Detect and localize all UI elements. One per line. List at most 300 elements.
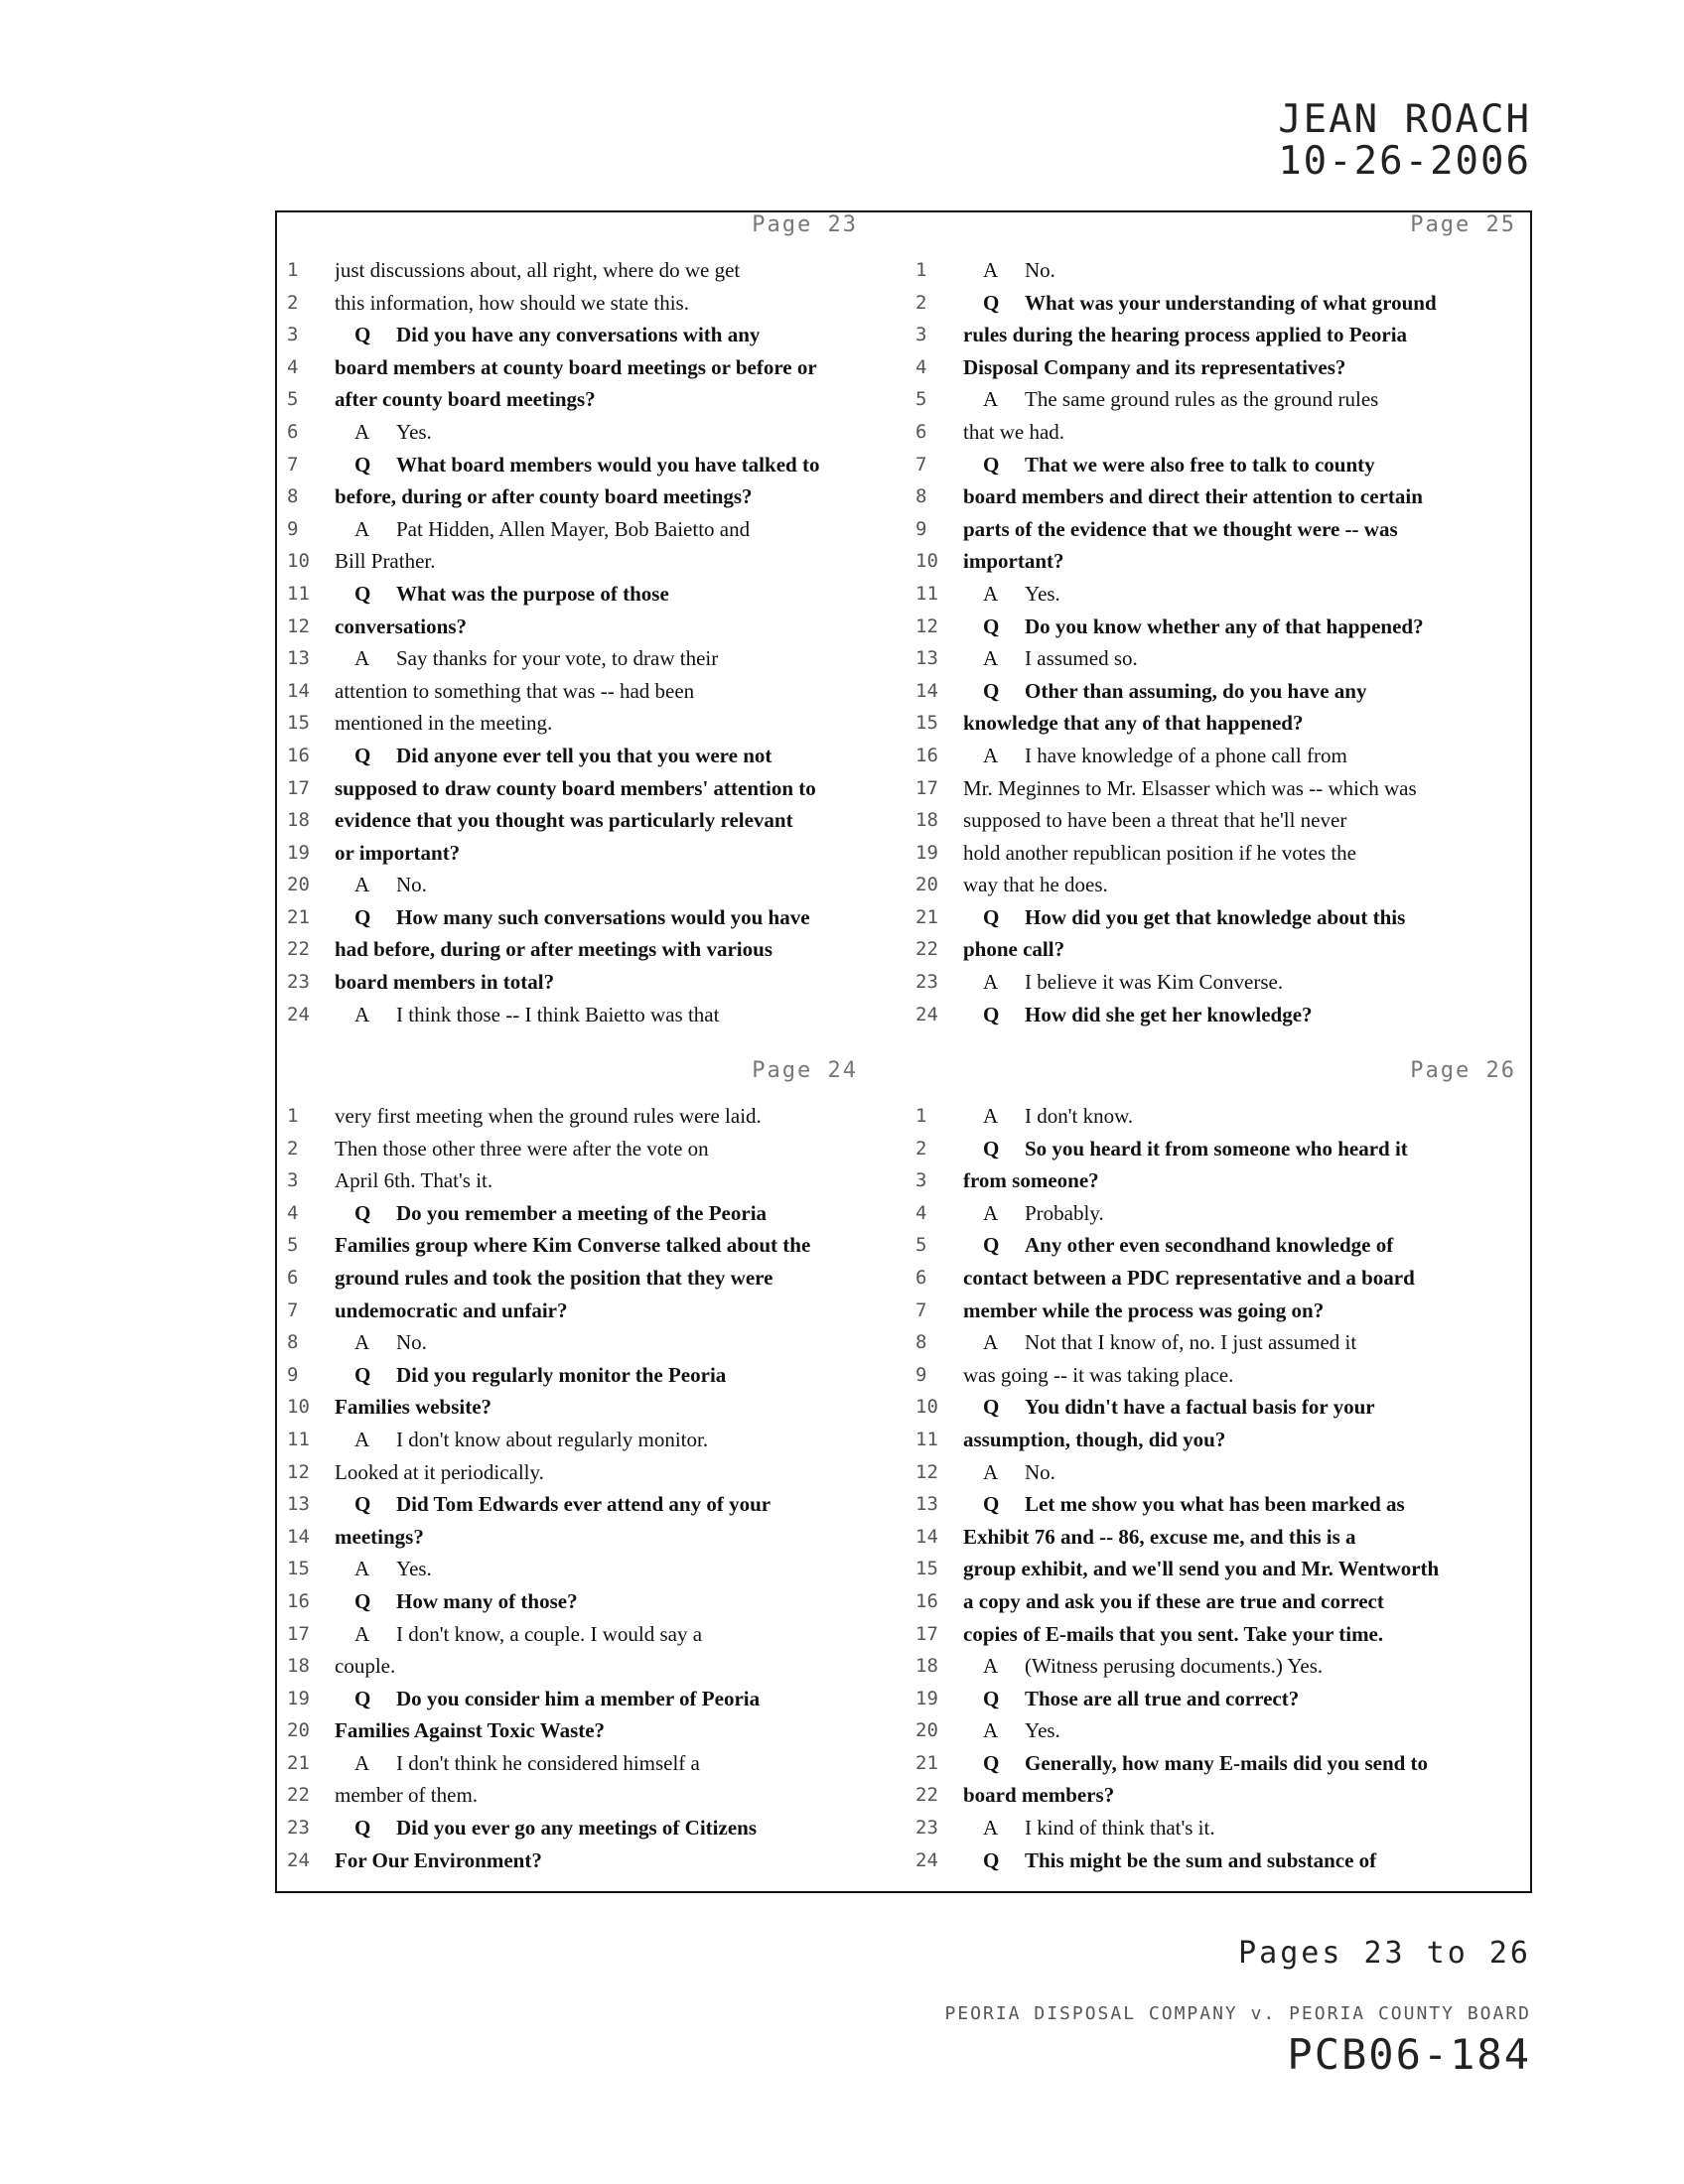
line-text xyxy=(963,1359,1528,1392)
line-body: I believe it was Kim Converse. xyxy=(1025,970,1284,995)
line-number: 11 xyxy=(287,582,310,605)
line-number: 10 xyxy=(915,550,938,573)
line-body: What board members would you have talked to xyxy=(396,452,820,477)
answer-marker: A xyxy=(354,1427,370,1451)
transcript-line xyxy=(906,480,1534,513)
line-body: just discussions about, all right, where do we get xyxy=(335,258,741,282)
line-number: 24 xyxy=(915,1848,938,1871)
transcript-line xyxy=(277,1326,906,1359)
line-text xyxy=(335,1100,900,1133)
line-number: 23 xyxy=(287,1817,310,1840)
line-text xyxy=(963,999,1528,1031)
answer-marker: A xyxy=(354,1557,370,1581)
line-body: Exhibit 76 and -- 86, excuse me, and this is a xyxy=(963,1524,1356,1549)
answer-marker: A xyxy=(983,970,999,995)
line-text xyxy=(963,1714,1528,1747)
transcript-line xyxy=(906,254,1534,287)
transcript-line xyxy=(906,449,1534,481)
line-number: 1 xyxy=(915,259,927,281)
answer-marker: A xyxy=(983,1718,999,1743)
line-body: Let me show you what has been marked as xyxy=(1025,1492,1405,1517)
transcript-line xyxy=(277,1747,906,1780)
transcript-line xyxy=(906,1295,1534,1327)
line-text xyxy=(335,869,900,901)
line-number: 2 xyxy=(287,1137,299,1160)
line-number: 21 xyxy=(915,1751,938,1774)
line-number: 22 xyxy=(287,938,310,961)
transcript-line xyxy=(277,1683,906,1715)
line-number: 1 xyxy=(287,259,299,281)
line-text xyxy=(335,351,900,384)
line-body: rules during the hearing process applied to Peoria xyxy=(963,323,1408,347)
line-number: 12 xyxy=(287,1460,310,1483)
line-number: 18 xyxy=(287,809,310,832)
line-text xyxy=(963,611,1528,643)
transcript-line xyxy=(906,1164,1534,1197)
page-label: Page 23 xyxy=(752,212,858,237)
line-number: 18 xyxy=(287,1655,310,1678)
line-body: before, during or after county board meetings? xyxy=(335,484,753,509)
transcript-line xyxy=(906,287,1534,320)
page-label: Page 24 xyxy=(752,1058,858,1083)
line-number: 15 xyxy=(915,712,938,735)
line-number: 19 xyxy=(287,841,310,864)
transcript-line xyxy=(906,1359,1534,1392)
transcript-line xyxy=(277,1844,906,1877)
transcript-line xyxy=(277,675,906,708)
transcript-line xyxy=(906,1133,1534,1165)
line-body: copies of E-mails that you sent. Take your time. xyxy=(963,1621,1384,1646)
line-number: 4 xyxy=(287,1201,299,1224)
line-number: 24 xyxy=(287,1003,310,1025)
line-number: 19 xyxy=(915,1687,938,1709)
transcript-line xyxy=(277,1295,906,1327)
line-text xyxy=(335,1133,900,1165)
line-body: Families group where Kim Converse talked about the xyxy=(335,1233,811,1258)
line-text xyxy=(963,1100,1528,1133)
line-number: 16 xyxy=(915,744,938,766)
line-body: What was the purpose of those xyxy=(396,581,669,606)
line-number: 17 xyxy=(287,776,310,799)
line-text xyxy=(963,901,1528,934)
line-text xyxy=(335,642,900,675)
line-body: Other than assuming, do you have any xyxy=(1025,678,1367,703)
transcript-line xyxy=(277,513,906,546)
line-text xyxy=(335,513,900,546)
answer-marker: A xyxy=(354,873,370,897)
transcript-lines xyxy=(277,254,906,1030)
line-number: 13 xyxy=(915,1493,938,1516)
line-number: 13 xyxy=(287,1493,310,1516)
line-text xyxy=(335,1714,900,1747)
line-number: 10 xyxy=(915,1396,938,1419)
question-marker: Q xyxy=(983,1136,1000,1160)
transcript-line xyxy=(906,1391,1534,1424)
line-body: undemocratic and unfair? xyxy=(335,1297,568,1322)
line-text xyxy=(963,1262,1528,1295)
transcript-line xyxy=(906,416,1534,449)
answer-marker: A xyxy=(354,1750,370,1775)
transcript-line xyxy=(906,642,1534,675)
line-body: attention to something that was -- had been xyxy=(335,678,695,703)
line-body: I have knowledge of a phone call from xyxy=(1025,743,1347,767)
line-body: I don't think he considered himself a xyxy=(396,1750,700,1775)
line-body: Mr. Meginnes to Mr. Elsasser which was -- which was xyxy=(963,775,1417,800)
transcript-lines xyxy=(906,254,1534,1030)
line-number: 14 xyxy=(287,1525,310,1548)
transcript-line xyxy=(277,933,906,966)
line-text xyxy=(963,416,1528,449)
line-text xyxy=(963,1650,1528,1683)
transcript-line xyxy=(906,999,1534,1031)
transcript-line xyxy=(277,869,906,901)
line-body: board members? xyxy=(963,1783,1115,1808)
line-body: That we were also free to talk to county xyxy=(1025,452,1375,477)
transcript-line xyxy=(906,351,1534,384)
line-text xyxy=(963,1326,1528,1359)
line-text xyxy=(963,287,1528,320)
line-text xyxy=(963,1585,1528,1618)
line-body: board members and direct their attention to certain xyxy=(963,484,1423,509)
line-text xyxy=(963,1488,1528,1521)
line-body: Did you ever go any meetings of Citizens xyxy=(396,1816,757,1841)
line-number: 20 xyxy=(915,874,938,896)
line-body: This might be the sum and substance of xyxy=(1025,1847,1377,1872)
line-text xyxy=(335,1553,900,1585)
line-body: Disposal Company and its representatives? xyxy=(963,354,1346,379)
transcript-line xyxy=(277,1585,906,1618)
transcript-line xyxy=(906,578,1534,611)
transcript-line xyxy=(277,480,906,513)
line-body: supposed to draw county board members' attention to xyxy=(335,775,816,800)
page-label: Page 25 xyxy=(1410,212,1516,237)
question-marker: Q xyxy=(983,452,1000,477)
line-text xyxy=(963,642,1528,675)
line-number: 9 xyxy=(287,1363,299,1386)
line-number: 2 xyxy=(915,1137,927,1160)
line-body: I think those -- I think Baietto was that xyxy=(396,1002,720,1026)
line-body: Say thanks for your vote, to draw their xyxy=(396,646,719,671)
answer-marker: A xyxy=(983,1104,999,1128)
line-text xyxy=(335,1521,900,1554)
line-number: 15 xyxy=(287,712,310,735)
transcript-line xyxy=(277,1521,906,1554)
transcript-line xyxy=(277,254,906,287)
line-text xyxy=(335,837,900,870)
transcript-line xyxy=(906,1553,1534,1585)
line-text xyxy=(335,933,900,966)
question-marker: Q xyxy=(354,1816,371,1841)
line-body: assumption, though, did you? xyxy=(963,1427,1226,1451)
question-marker: Q xyxy=(354,743,371,767)
line-body: Yes. xyxy=(1025,1718,1060,1743)
answer-marker: A xyxy=(983,743,999,767)
line-body: How many of those? xyxy=(396,1588,578,1613)
line-text xyxy=(963,578,1528,611)
line-body: Then those other three were after the vote on xyxy=(335,1136,709,1160)
line-text xyxy=(963,1683,1528,1715)
line-text xyxy=(963,869,1528,901)
line-body: had before, during or after meetings with various xyxy=(335,937,772,962)
transcript-line xyxy=(277,611,906,643)
line-body: The same ground rules as the ground rules xyxy=(1025,387,1379,412)
line-text xyxy=(335,1326,900,1359)
question-marker: Q xyxy=(354,1362,371,1387)
line-number: 16 xyxy=(287,744,310,766)
transcript-line xyxy=(277,319,906,351)
question-marker: Q xyxy=(983,1847,1000,1872)
transcript-line xyxy=(277,1229,906,1262)
line-text xyxy=(963,1747,1528,1780)
line-body: No. xyxy=(396,1330,427,1355)
line-number: 17 xyxy=(915,776,938,799)
line-text xyxy=(963,1779,1528,1812)
transcript-line xyxy=(906,1229,1534,1262)
question-marker: Q xyxy=(354,323,371,347)
transcript-line xyxy=(277,1553,906,1585)
line-body: I don't know, a couple. I would say a xyxy=(396,1621,703,1646)
line-body: Looked at it periodically. xyxy=(335,1459,544,1484)
line-body: So you heard it from someone who heard it xyxy=(1025,1136,1408,1160)
transcript-line xyxy=(277,383,906,416)
line-number: 19 xyxy=(287,1687,310,1709)
line-number: 5 xyxy=(915,388,927,411)
question-marker: Q xyxy=(983,614,1000,638)
line-text xyxy=(963,383,1528,416)
transcript-line xyxy=(277,772,906,805)
line-number: 2 xyxy=(915,291,927,314)
line-body: contact between a PDC representative and a board xyxy=(963,1265,1415,1290)
line-body: couple. xyxy=(335,1654,396,1679)
line-body: You didn't have a factual basis for your xyxy=(1025,1395,1375,1420)
transcript-line xyxy=(906,837,1534,870)
line-body: I don't know about regularly monitor. xyxy=(396,1427,709,1451)
line-number: 3 xyxy=(287,1169,299,1192)
transcript-line xyxy=(277,1424,906,1456)
line-body: I assumed so. xyxy=(1025,646,1138,671)
transcript-line xyxy=(906,1424,1534,1456)
line-body: ground rules and took the position that they were xyxy=(335,1265,773,1290)
transcript-line xyxy=(277,804,906,837)
line-body: hold another republican position if he votes the xyxy=(963,840,1356,865)
line-text xyxy=(963,545,1528,578)
transcript-line xyxy=(277,1456,906,1489)
line-body: important? xyxy=(963,549,1064,574)
line-text xyxy=(335,383,900,416)
question-marker: Q xyxy=(354,452,371,477)
line-body: Yes. xyxy=(1025,581,1060,606)
line-number: 13 xyxy=(287,647,310,670)
line-text xyxy=(335,1359,900,1392)
line-text xyxy=(963,772,1528,805)
line-body: Families website? xyxy=(335,1395,492,1420)
line-number: 21 xyxy=(287,905,310,928)
line-number: 9 xyxy=(915,517,927,540)
transcript-line xyxy=(906,869,1534,901)
line-body: parts of the evidence that we thought were -- was xyxy=(963,516,1398,541)
line-text xyxy=(335,611,900,643)
line-body: Probably. xyxy=(1025,1200,1104,1225)
line-number: 12 xyxy=(915,614,938,637)
page-range: Pages 23 to 26 xyxy=(1238,1936,1531,1971)
line-number: 12 xyxy=(915,1460,938,1483)
question-marker: Q xyxy=(354,1588,371,1613)
line-body: April 6th. That's it. xyxy=(335,1168,493,1193)
transcript-line xyxy=(906,1779,1534,1812)
transcript-line xyxy=(277,351,906,384)
line-number: 14 xyxy=(915,1525,938,1548)
line-text xyxy=(335,1164,900,1197)
line-number: 14 xyxy=(287,679,310,702)
line-text xyxy=(335,1683,900,1715)
line-text xyxy=(335,545,900,578)
transcript-line xyxy=(906,966,1534,999)
line-number: 3 xyxy=(287,324,299,346)
line-body: Did you regularly monitor the Peoria xyxy=(396,1362,727,1387)
line-body: or important? xyxy=(335,840,461,865)
line-text xyxy=(963,351,1528,384)
transcript-line xyxy=(277,416,906,449)
line-number: 6 xyxy=(287,1266,299,1289)
line-text xyxy=(335,675,900,708)
question-marker: Q xyxy=(983,1395,1000,1420)
transcript-line xyxy=(277,1391,906,1424)
transcript-line xyxy=(906,1812,1534,1844)
answer-marker: A xyxy=(983,258,999,282)
line-number: 11 xyxy=(287,1428,310,1450)
line-number: 13 xyxy=(915,647,938,670)
line-body: Did you have any conversations with any xyxy=(396,323,761,347)
case-number: PCB06-184 xyxy=(1287,2030,1531,2079)
transcript-line xyxy=(906,1488,1534,1521)
line-text xyxy=(335,287,900,320)
transcript-line xyxy=(277,1197,906,1230)
answer-marker: A xyxy=(983,1654,999,1679)
line-text xyxy=(963,1391,1528,1424)
line-body: that we had. xyxy=(963,419,1065,444)
line-number: 22 xyxy=(915,1784,938,1807)
answer-marker: A xyxy=(983,1816,999,1841)
line-body: No. xyxy=(1025,1459,1055,1484)
deposition-date: 10-26-2006 xyxy=(1278,139,1531,184)
line-number: 10 xyxy=(287,550,310,573)
line-text xyxy=(963,1295,1528,1327)
transcript-line xyxy=(277,1618,906,1651)
answer-marker: A xyxy=(983,1330,999,1355)
line-body: way that he does. xyxy=(963,873,1108,897)
transcript-line xyxy=(906,1618,1534,1651)
line-number: 16 xyxy=(287,1589,310,1612)
line-body: group exhibit, and we'll send you and Mr. Wentworth xyxy=(963,1557,1440,1581)
line-text xyxy=(335,804,900,837)
case-title: PEORIA DISPOSAL COMPANY v. PEORIA COUNTY BOARD xyxy=(944,2003,1531,2024)
transcript-line xyxy=(906,1197,1534,1230)
line-text xyxy=(335,740,900,772)
line-text xyxy=(963,1424,1528,1456)
transcript-frame xyxy=(275,210,1532,1893)
transcript-line xyxy=(277,740,906,772)
line-number: 5 xyxy=(915,1234,927,1257)
line-body: Did anyone ever tell you that you were not xyxy=(396,743,772,767)
line-number: 7 xyxy=(915,1298,927,1321)
line-number: 1 xyxy=(287,1105,299,1127)
line-number: 7 xyxy=(915,453,927,476)
transcript-line xyxy=(277,1650,906,1683)
line-body: Pat Hidden, Allen Mayer, Bob Baietto and xyxy=(396,516,751,541)
line-text xyxy=(335,1197,900,1230)
answer-marker: A xyxy=(354,646,370,671)
line-body: How many such conversations would you have xyxy=(396,904,810,929)
transcript-line xyxy=(906,772,1534,805)
question-marker: Q xyxy=(354,581,371,606)
line-number: 11 xyxy=(915,582,938,605)
answer-marker: A xyxy=(354,1002,370,1026)
transcript-line xyxy=(277,545,906,578)
line-number: 21 xyxy=(287,1751,310,1774)
line-body: meetings? xyxy=(335,1524,424,1549)
transcript-line xyxy=(277,1133,906,1165)
line-body: phone call? xyxy=(963,937,1065,962)
line-number: 6 xyxy=(287,420,299,443)
line-number: 23 xyxy=(915,1817,938,1840)
line-body: supposed to have been a threat that he'll never xyxy=(963,808,1347,833)
line-text xyxy=(335,1779,900,1812)
transcript-line xyxy=(277,1359,906,1392)
line-body: Yes. xyxy=(396,1557,432,1581)
transcript-line xyxy=(277,901,906,934)
transcript-line xyxy=(906,1747,1534,1780)
line-text xyxy=(335,1618,900,1651)
line-number: 18 xyxy=(915,1655,938,1678)
transcript-line xyxy=(906,1585,1534,1618)
transcript-line xyxy=(906,1262,1534,1295)
question-marker: Q xyxy=(354,1200,371,1225)
line-number: 3 xyxy=(915,324,927,346)
transcript-line xyxy=(906,1326,1534,1359)
line-text xyxy=(335,1229,900,1262)
line-number: 24 xyxy=(915,1003,938,1025)
line-body: How did you get that knowledge about this xyxy=(1025,904,1406,929)
transcript-line xyxy=(277,449,906,481)
transcript-line xyxy=(277,1100,906,1133)
line-body: Yes. xyxy=(396,419,432,444)
line-number: 15 xyxy=(287,1558,310,1580)
question-marker: Q xyxy=(983,1002,1000,1026)
line-body: mentioned in the meeting. xyxy=(335,711,553,736)
line-text xyxy=(963,1812,1528,1844)
transcript-line xyxy=(906,675,1534,708)
question-marker: Q xyxy=(983,1750,1000,1775)
line-number: 4 xyxy=(915,1201,927,1224)
line-number: 14 xyxy=(915,679,938,702)
line-number: 24 xyxy=(287,1848,310,1871)
line-text xyxy=(963,1844,1528,1877)
line-number: 20 xyxy=(915,1719,938,1742)
line-text xyxy=(335,901,900,934)
line-number: 23 xyxy=(287,971,310,994)
line-number: 4 xyxy=(287,355,299,378)
line-text xyxy=(335,772,900,805)
answer-marker: A xyxy=(983,1459,999,1484)
question-marker: Q xyxy=(983,1492,1000,1517)
line-number: 10 xyxy=(287,1396,310,1419)
line-body: Generally, how many E-mails did you send to xyxy=(1025,1750,1429,1775)
question-marker: Q xyxy=(983,1233,1000,1258)
line-text xyxy=(335,1650,900,1683)
line-text xyxy=(335,999,900,1031)
line-number: 17 xyxy=(915,1622,938,1645)
transcript-line xyxy=(277,578,906,611)
